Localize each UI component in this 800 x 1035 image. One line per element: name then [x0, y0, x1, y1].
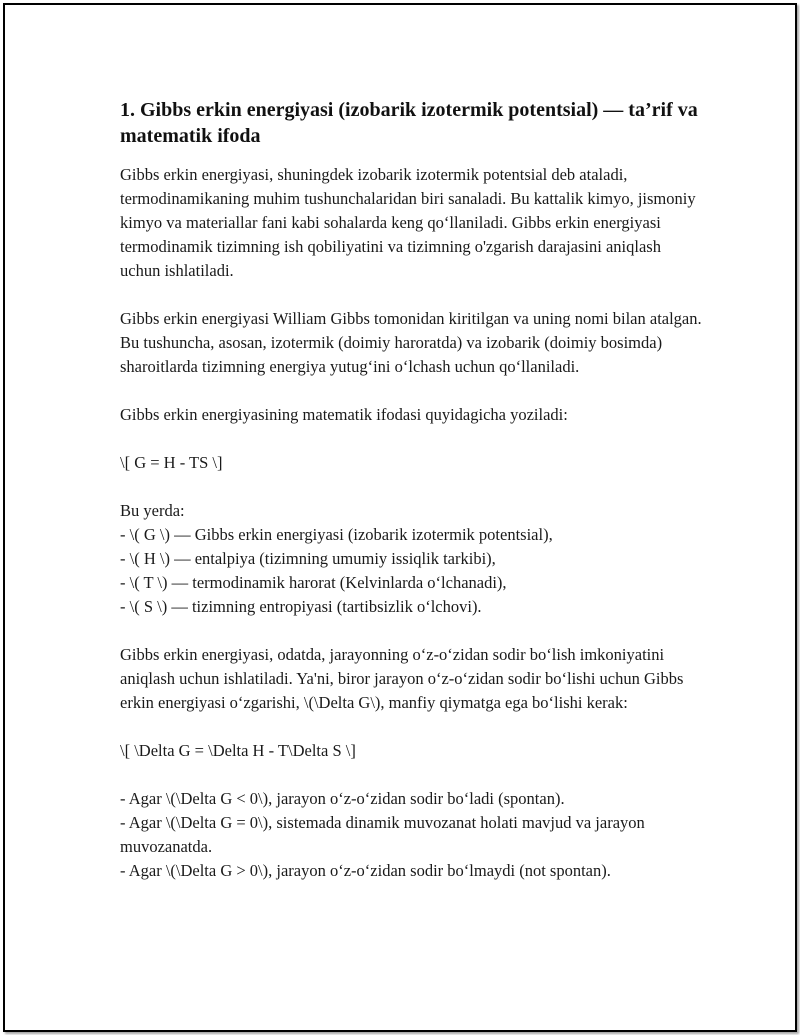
document-body — [120, 97, 705, 907]
definitions-list — [120, 499, 705, 619]
page-frame — [3, 3, 797, 1032]
definition-item: - \( S \) — tizimning entropiyasi (tartibsizlik o‘lchovi). — [120, 597, 482, 616]
definition-item: - \( T \) — termodinamik harorat (Kelvinlarda o‘lchanadi), — [120, 573, 507, 592]
gibbs-formula: \[ G = H - TS \] — [120, 453, 223, 472]
condition-item: - Agar \(\Delta G > 0\), jarayon o‘z-o‘zidan sodir bo‘lmaydi (not spontan). — [120, 861, 611, 880]
history-paragraph: Gibbs erkin energiyasi William Gibbs tomonidan kiritilgan va uning nomi bilan atalgan. Bu tushuncha, asosan, izotermik (doimiy haroratda) va izobarik (doimiy bosimda) sharoitlarda tizimning energiya yutug‘ini o‘lchash uchun qo‘llaniladi. — [120, 309, 702, 376]
delta-g-formula: \[ \Delta G = \Delta H - T\Delta S \] — [120, 741, 356, 760]
definitions-intro: Bu yerda: — [120, 501, 185, 520]
condition-item: - Agar \(\Delta G = 0\), sistemada dinamik muvozanat holati mavjud va jarayon muvozanatda. — [120, 813, 645, 856]
formula-intro-paragraph: Gibbs erkin energiyasining matematik ifodasi quyidagicha yoziladi: — [120, 405, 568, 424]
section-heading: 1. Gibbs erkin energiyasi (izobarik izotermik potentsial) — ta’rif va matematik ifoda — [120, 99, 698, 147]
definition-item: - \( G \) — Gibbs erkin energiyasi (izobarik izotermik potentsial), — [120, 525, 553, 544]
intro-paragraph: Gibbs erkin energiyasi, shuningdek izobarik izotermik potentsial deb ataladi, termodinamikaning muhim tushunchalaridan biri sanaladi. Bu kattalik kimyo, jismoniy kimyo va materiallar fani kabi sohalarda keng qo‘llaniladi. Gibbs erkin energiyasi termodinamik tizimning ish qobiliyatini va tizimning o'zgarish darajasini aniqlash uchun ishlatiladi. — [120, 165, 696, 280]
condition-item: - Agar \(\Delta G < 0\), jarayon o‘z-o‘zidan sodir bo‘ladi (spontan). — [120, 789, 565, 808]
spontaneity-paragraph: Gibbs erkin energiyasi, odatda, jarayonning o‘z-o‘zidan sodir bo‘lish imkoniyatini aniqlash uchun ishlatiladi. Ya'ni, biror jarayon o‘z-o‘zidan sodir bo‘lishi uchun Gibbs erkin energiyasi o‘zgarishi, \(\Delta G\), manfiy qiymatga ega bo‘lishi kerak: — [120, 645, 684, 712]
definition-item: - \( H \) — entalpiya (tizimning umumiy issiqlik tarkibi), — [120, 549, 496, 568]
conditions-list — [120, 787, 705, 883]
